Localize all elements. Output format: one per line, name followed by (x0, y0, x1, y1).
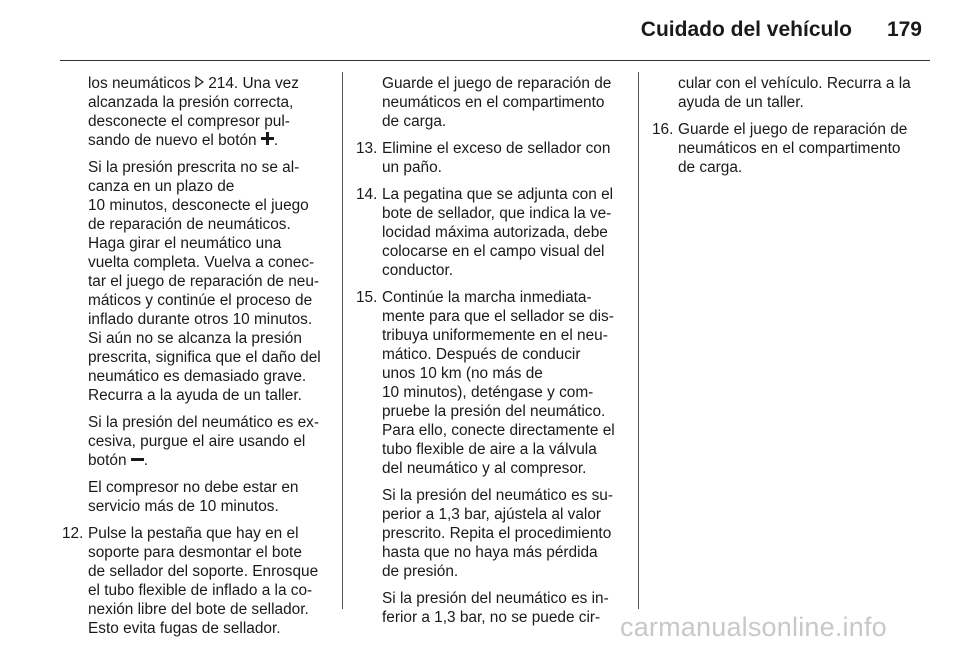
list-item (356, 185, 624, 280)
minus-icon (131, 451, 144, 470)
header-rule (60, 60, 930, 61)
column-divider (342, 72, 343, 609)
list-item (356, 139, 624, 177)
list-text: Guarde el juego de reparación de neumáticos en el compartimento de carga. (678, 121, 908, 176)
paragraph (62, 74, 330, 150)
list-number: 12. (62, 525, 84, 542)
list-text: Continúe la marcha inmediata- mente para que el sellador se dis- tribuya uniformemente en el neu- mático. Después de conducir unos 10 km (no más de 10 minutos), deténgase y com- pruebe la presión del neumático. Para ello, conecte directamente el tubo flexible de aire a la válvula del neumático y al compresor. (382, 289, 615, 477)
list-text: La pegatina que se adjunta con el bote de sellador, que indica la ve- locidad máxima autorizada, debe colocarse en el campo visual del conductor. (382, 186, 614, 279)
column-2 (356, 74, 624, 635)
column-1 (62, 74, 330, 646)
text-run: Si la presión del neumático es ex- cesiva, purgue el aire usando el botón (88, 414, 319, 469)
list-number: 14. (356, 186, 378, 203)
paragraph: Si la presión prescrita no se al- canza en un plazo de 10 minutos, desconecte el juego de reparación de neumáticos. Haga girar el neumático una vuelta completa. Vuelva a conec- tar el juego de reparación de neu- máticos y continúe el proceso de inflado durante otros 10 minutos. Si aún no se alcanza la presión prescrita, significa que el daño del neumático es demasiado grave. Recurra a la ayuda de un taller. (88, 159, 321, 404)
page-header (0, 14, 960, 50)
text-run: 214. Una vez alcanzada la presión correcta, desconecte el compresor pul- sando de nuevo el botón (88, 75, 299, 149)
paragraph: Si la presión del neumático es su- perior a 1,3 bar, ajústela al valor prescrito. Repita el procedimiento hasta que no haya más pérdida de presión. (382, 487, 613, 580)
paragraph: Si la presión del neumático es in- ferior a 1,3 bar, no se puede cir- (382, 590, 609, 626)
list-number: 16. (652, 121, 674, 138)
paragraph: El compresor no debe estar en servicio más de 10 minutos. (88, 479, 299, 515)
list-number: 15. (356, 289, 378, 306)
paragraph: Guarde el juego de reparación de neumáticos en el compartimento de carga. (382, 75, 612, 130)
paragraph (62, 413, 330, 470)
column-3 (652, 74, 926, 185)
list-text: Pulse la pestaña que hay en el soporte para desmontar el bote de sellador del soporte. Enrosque el tubo flexible de inflado a la co- nexión libre del bote de sellador. Esto evita fugas de sellador. (88, 525, 319, 637)
triangle-arrow-icon (195, 74, 204, 93)
column-divider (638, 72, 639, 609)
paragraph: cular con el vehículo. Recurra a la ayuda de un taller. (678, 75, 911, 111)
list-number: 13. (356, 140, 378, 157)
text-run: los neumáticos (88, 75, 195, 92)
list-text: Elimine el exceso de sellador con un paño. (382, 140, 611, 176)
text-run: . (273, 132, 279, 149)
plus-icon (261, 131, 274, 150)
list-item (652, 120, 926, 177)
text-run: . (143, 452, 149, 469)
watermark: carmanualsonline.info (620, 612, 887, 642)
list-item (356, 288, 624, 478)
list-item (62, 524, 330, 638)
page-title: Cuidado del vehículo (640, 18, 852, 41)
page-number: 179 (886, 18, 922, 41)
